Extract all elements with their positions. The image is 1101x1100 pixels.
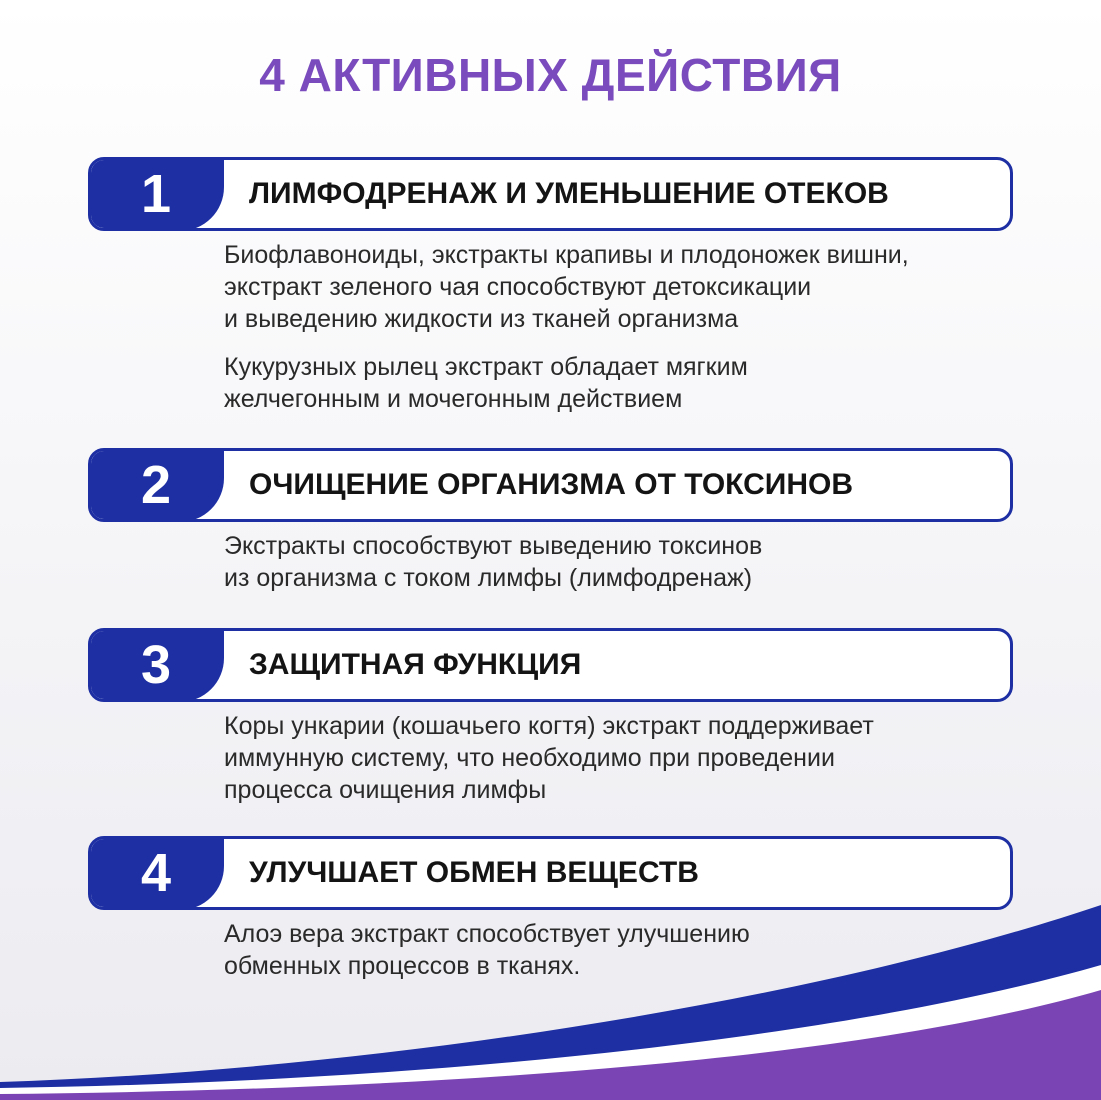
section-paragraph: Коры ункарии (кошачьего когтя) экстракт поддерживает иммунную систему, что необходимо при проведении процесса очищения лимфы — [224, 712, 874, 804]
section-header — [88, 836, 1013, 910]
section-paragraph: Экстракты способствуют выведению токсинов из организма с током лимфы (лимфодренаж) — [224, 532, 763, 592]
section-header — [88, 157, 1013, 231]
section-body — [224, 710, 1013, 806]
section-heading: ЗАЩИТНАЯ ФУНКЦИЯ — [249, 648, 582, 681]
section-paragraph: Алоэ вера экстракт способствует улучшению обменных процессов в тканях. — [224, 920, 750, 980]
section-paragraph: Биофлавоноиды, экстракты крапивы и плодоножек вишни, экстракт зеленого чая способствуют детоксикации и выведению жидкости из тканей организма — [224, 241, 909, 333]
page-title: 4 АКТИВНЫХ ДЕЙСТВИЯ — [259, 49, 842, 101]
section-heading: ЛИМФОДРЕНАЖ И УМЕНЬШЕНИЕ ОТЕКОВ — [249, 177, 889, 210]
section-heading: УЛУЧШАЕТ ОБМЕН ВЕЩЕСТВ — [249, 856, 699, 889]
section-lymph-drainage — [88, 157, 1013, 431]
section-number: 3 — [88, 628, 224, 702]
section-paragraph: Кукурузных рылец экстракт обладает мягким желчегонным и мочегонным действием — [224, 353, 748, 413]
section-body — [224, 530, 1013, 594]
section-number: 4 — [88, 836, 224, 910]
section-body — [224, 918, 1013, 982]
section-heading: ОЧИЩЕНИЕ ОРГАНИЗМА ОТ ТОКСИНОВ — [249, 468, 853, 501]
section-header — [88, 628, 1013, 702]
section-detox — [88, 448, 1013, 610]
section-body — [224, 239, 1013, 415]
section-number: 1 — [88, 157, 224, 231]
section-metabolism — [88, 836, 1013, 998]
section-number: 2 — [88, 448, 224, 522]
section-header — [88, 448, 1013, 522]
section-protective — [88, 628, 1013, 822]
